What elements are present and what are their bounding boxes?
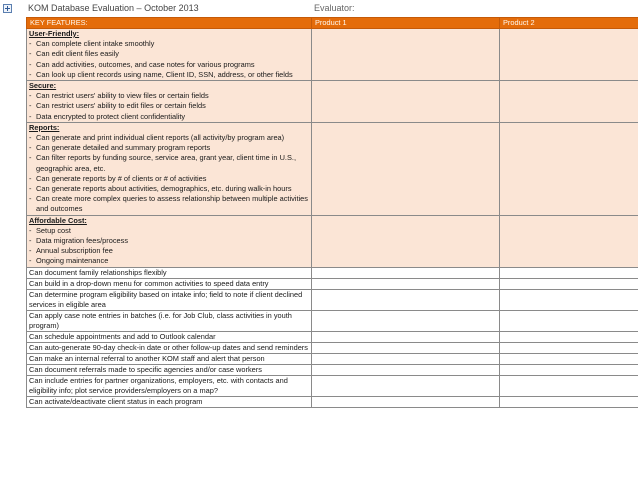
table-row (27, 278, 638, 289)
section-title: Secure: (29, 81, 57, 91)
product-1-cell[interactable] (312, 289, 500, 310)
product-1-cell[interactable] (312, 342, 500, 353)
product-1-cell[interactable] (312, 215, 500, 267)
product-2-cell[interactable] (500, 353, 638, 364)
feature-cell (27, 122, 312, 215)
section-row-affordable-cost (27, 215, 638, 267)
product-2-cell[interactable] (500, 342, 638, 353)
section-title: Affordable Cost: (29, 215, 87, 225)
feature-item: - Can edit client files easily (29, 49, 309, 59)
product-2-cell[interactable] (500, 29, 638, 81)
product-2-cell[interactable] (500, 289, 638, 310)
feature-item: - Data migration fees/process (29, 236, 309, 246)
feature-cell: Can document referrals made to specific agencies and/or case workers (27, 364, 312, 375)
feature-item: - Can add activities, outcomes, and case notes for various programs (29, 60, 309, 70)
feature-item: - Ongoing maintenance (29, 256, 309, 266)
title-bar (0, 0, 638, 17)
product-2-cell[interactable] (500, 375, 638, 396)
product-2-cell[interactable] (500, 81, 638, 123)
product-1-cell[interactable] (312, 278, 500, 289)
product-1-cell[interactable] (312, 310, 500, 331)
product-2-cell[interactable] (500, 267, 638, 278)
table-row (27, 310, 638, 331)
feature-cell: Can apply case note entries in batches (i.e. for Job Club, class activities in youth program) (27, 310, 312, 331)
feature-item: - Can generate reports about activities, demographics, etc. during walk-in hours (29, 184, 309, 194)
feature-item: - Setup cost (29, 226, 309, 236)
evaluator-label: Evaluator: (314, 3, 355, 13)
section-row-reports (27, 122, 638, 215)
feature-item: - Can restrict users' ability to view files or certain fields (29, 91, 309, 101)
product-2-cell[interactable] (500, 331, 638, 342)
feature-cell: Can determine program eligibility based on intake info; field to note if client declined services in eligible area (27, 289, 312, 310)
section-row-secure (27, 81, 638, 123)
feature-item: - Can filter reports by funding source, service area, grant year, client time in U.S., geographic area, etc. (29, 153, 309, 173)
feature-item: - Can restrict users' ability to edit files or certain fields (29, 101, 309, 111)
feature-item: - Can generate reports by # of clients or # of activities (29, 174, 309, 184)
feature-cell: Can include entries for partner organizations, employers, etc. with contacts and eligibility info; plot service providers/employers on a map? (27, 375, 312, 396)
product-1-cell[interactable] (312, 353, 500, 364)
column-header-product-2: Product 2 (500, 18, 638, 29)
table-row (27, 353, 638, 364)
table-row (27, 267, 638, 278)
product-2-cell[interactable] (500, 215, 638, 267)
feature-cell (27, 29, 312, 81)
feature-item: - Can create more complex queries to assess relationship between multiple activities and outcomes (29, 194, 309, 214)
feature-cell: Can auto-generate 90-day check-in date or other follow-up dates and send reminders (27, 342, 312, 353)
feature-cell: Can schedule appointments and add to Outlook calendar (27, 331, 312, 342)
section-row-user-friendly (27, 29, 638, 81)
expand-icon[interactable] (3, 4, 12, 13)
product-2-cell[interactable] (500, 364, 638, 375)
product-2-cell[interactable] (500, 278, 638, 289)
product-2-cell[interactable] (500, 122, 638, 215)
section-title: User-Friendly: (29, 29, 80, 38)
product-2-cell[interactable] (500, 396, 638, 407)
feature-item: - Can complete client intake smoothly (29, 39, 309, 49)
product-1-cell[interactable] (312, 81, 500, 123)
feature-cell (27, 215, 312, 267)
product-2-cell[interactable] (500, 310, 638, 331)
feature-item: - Can look up client records using name, Client ID, SSN, address, or other fields (29, 70, 309, 80)
feature-cell: Can document family relationships flexibly (27, 267, 312, 278)
feature-cell: Can make an internal referral to another KOM staff and alert that person (27, 353, 312, 364)
product-1-cell[interactable] (312, 29, 500, 81)
product-1-cell[interactable] (312, 364, 500, 375)
document-title: KOM Database Evaluation – October 2013 (28, 3, 199, 13)
feature-cell: Can activate/deactivate client status in each program (27, 396, 312, 407)
feature-cell (27, 81, 312, 123)
table-row (27, 342, 638, 353)
feature-item: - Annual subscription fee (29, 246, 309, 256)
feature-item: - Can generate detailed and summary program reports (29, 143, 309, 153)
section-title: Reports: (29, 122, 60, 132)
table-row (27, 375, 638, 396)
feature-item: - Data encrypted to protect client confidentiality (29, 112, 309, 122)
table-row (27, 364, 638, 375)
header-row (27, 18, 638, 29)
column-header-product-1: Product 1 (312, 18, 500, 29)
product-1-cell[interactable] (312, 122, 500, 215)
table-row (27, 331, 638, 342)
feature-item: - Can generate and print individual client reports (all activity/by program area) (29, 133, 309, 143)
evaluation-table (26, 17, 638, 408)
product-1-cell[interactable] (312, 396, 500, 407)
product-1-cell[interactable] (312, 267, 500, 278)
column-header-key-features: KEY FEATURES: (27, 18, 312, 29)
table-row (27, 289, 638, 310)
product-1-cell[interactable] (312, 331, 500, 342)
product-1-cell[interactable] (312, 375, 500, 396)
feature-cell: Can build in a drop-down menu for common activities to speed data entry (27, 278, 312, 289)
table-row (27, 396, 638, 407)
